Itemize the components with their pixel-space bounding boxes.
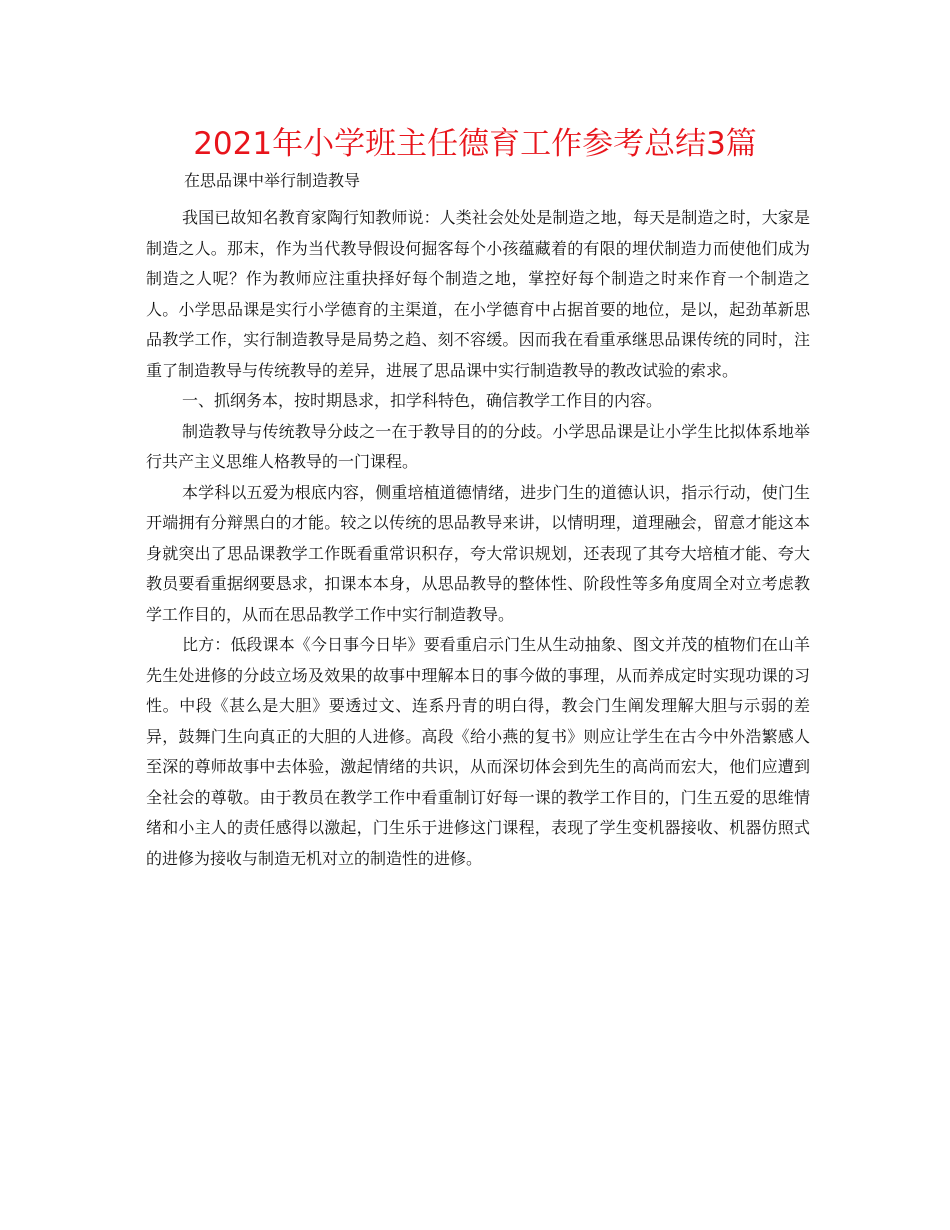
paragraph-section-heading: 一、抓纲务本，按时期恳求，扣学科特色，确信教学工作目的内容。 — [182, 391, 663, 410]
document-subtitle: 在思品课中举行制造教导 — [184, 171, 361, 190]
document-body — [146, 203, 810, 874]
paragraph-curriculum: 本学科以五爱为根底内容，侧重培植道德情绪，进步门生的道德认识，指示行动，使门生开端拥有分辩黑白的才能。较之以传统的思品教导来讲，以情明理，道理融会，留意才能这本身就突出了思品课教学工作既看重常识积存，夸大常识规划，还表现了其夸大培植才能、夸大教员要看重据纲要恳求，扣课本本身，从思品教导的整体性、阶段性等多角度周全对立考虑教学工作目的，从而在思品教学工作中实行制造教导。 — [146, 482, 810, 624]
document-title: 2021年小学班主任德育工作参考总结3篇 — [193, 126, 757, 162]
paragraph-examples: 比方：低段课本《今日事今日毕》要看重启示门生从生动抽象、图文并茂的植物们在山羊先生处进修的分歧立场及效果的故事中理解本日的事今做的事理，从而养成定时实现功课的习性。中段《甚么是大胆》要透过文、连系丹青的明白得，教会门生阐发理解大胆与示弱的差异，鼓舞门生向真正的大胆的人进修。高段《给小燕的复书》则应让学生在古今中外浩繁感人至深的尊师故事中去体验，激起情绪的共识，从而深切体会到先生的高尚而宏大，他们应遭到全社会的尊敬。由于教员在教学工作中看重制订好每一课的教学工作目的，门生五爱的思维情绪和小主人的责任感得以激起，门生乐于进修这门课程，表现了学生变机器接收、机器仿照式的进修为接收与制造无机对立的制造性的进修。 — [146, 635, 810, 868]
paragraph-difference: 制造教导与传统教导分歧之一在于教导目的的分歧。小学思品课是让小学生比拟体系地举行共产主义思维人格教导的一门课程。 — [146, 421, 810, 471]
paragraph-intro: 我国已故知名教育家陶行知教师说：人类社会处处是制造之地，每天是制造之时，大家是制造之人。那末，作为当代教导假设何掘客每个小孩蕴藏着的有限的埋伏制造力而使他们成为制造之人呢？作为教师应注重抉择好每个制造之地，掌控好每个制造之时来作育一个制造之人。小学思品课是实行小学德育的主渠道，在小学德育中占据首要的地位，是以，起劲革新思品教学工作，实行制造教导是局势之趋、刻不容缓。因而我在看重承继思品课传统的同时，注重了制造教导与传统教导的差异，进展了思品课中实行制造教导的教改试验的索求。 — [146, 208, 810, 380]
